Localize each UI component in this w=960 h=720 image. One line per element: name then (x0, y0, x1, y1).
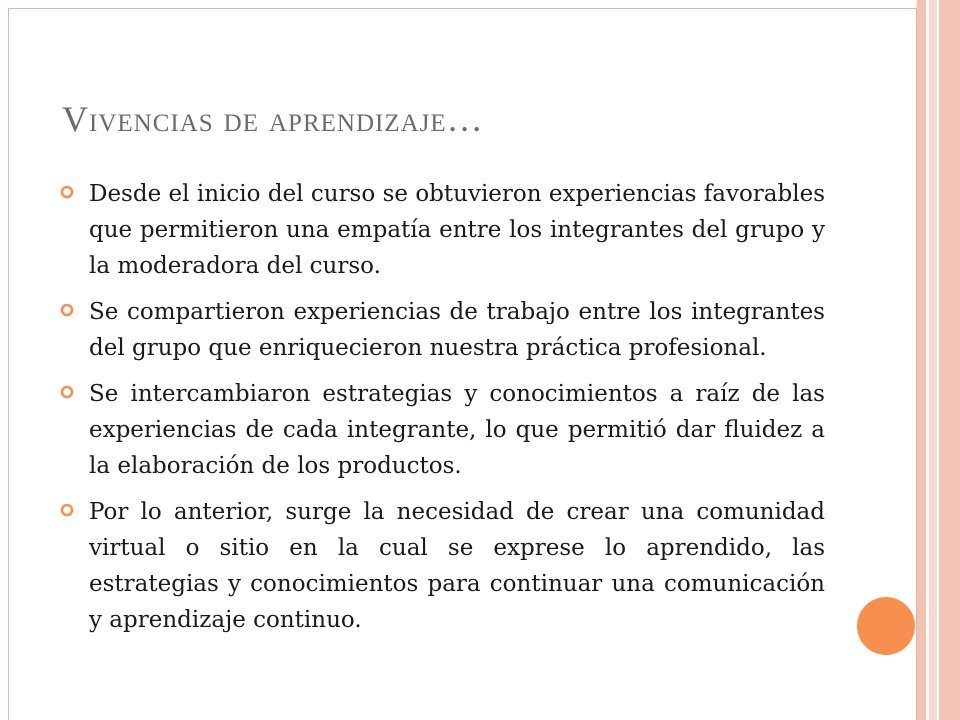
decorative-orange-circle (857, 597, 915, 655)
bullet-item (60, 176, 825, 284)
bullet-list (60, 176, 825, 648)
stripe-outer (917, 0, 926, 720)
ring-bullet-icon (60, 303, 74, 317)
stripe-inner (939, 0, 960, 720)
stripe-middle (929, 0, 937, 720)
bullet-item (60, 376, 825, 484)
ring-bullet-icon (60, 185, 74, 199)
bullet-item (60, 294, 825, 366)
bullet-text: Se compartieron experiencias de trabajo entre los integrantes del grupo que enriquecieron nuestra práctica profesional. (89, 299, 825, 361)
bullet-text: Por lo anterior, surge la necesidad de crear una comunidad virtual o sitio en la cual se exprese lo aprendido, las estrategias y conocimientos para continuar una comunicación y aprendizaje continuo. (89, 499, 825, 633)
bullet-text: Desde el inicio del curso se obtuvieron experiencias favorables que permitieron una empatía entre los integrantes del grupo y la moderadora del curso. (89, 181, 825, 279)
decorative-side-stripes (917, 0, 960, 720)
slide-title: Vivencias de aprendizaje… (62, 99, 484, 139)
ring-bullet-icon (60, 385, 74, 399)
ring-bullet-icon (60, 503, 74, 517)
bullet-item (60, 494, 825, 638)
bullet-text: Se intercambiaron estrategias y conocimientos a raíz de las experiencias de cada integrante, lo que permitió dar fluidez a la elaboración de los productos. (89, 381, 825, 479)
